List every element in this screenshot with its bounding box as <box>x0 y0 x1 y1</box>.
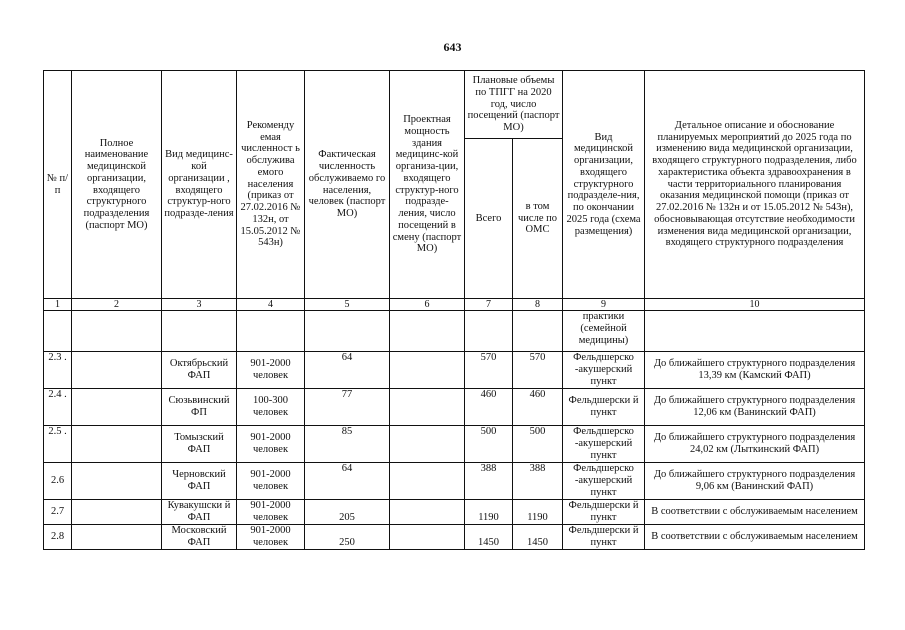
row-oms: 1190 <box>513 500 563 525</box>
row-capacity <box>390 525 465 550</box>
column-number: 2 <box>72 299 162 311</box>
row-org-type: Московский ФАП <box>162 525 237 550</box>
row-total: 460 <box>465 389 513 426</box>
row-actual: 64 <box>305 463 390 500</box>
table-row <box>44 352 865 389</box>
header-type-2025: Вид медицинской организации, входящего структурного подразделе-ния, по окончании 2025 года (схема размещения) <box>563 71 645 299</box>
cell <box>237 311 305 352</box>
row-org-type: Сюзьвинский ФП <box>162 389 237 426</box>
row-actual: 77 <box>305 389 390 426</box>
row-number: 2.4 . <box>44 389 72 426</box>
cell <box>645 311 865 352</box>
cell <box>513 311 563 352</box>
column-number: 4 <box>237 299 305 311</box>
row-name <box>72 525 162 550</box>
row-capacity <box>390 426 465 463</box>
row-name <box>72 389 162 426</box>
facility-table <box>43 70 865 550</box>
continuation-row <box>44 311 865 352</box>
row-name <box>72 352 162 389</box>
continuation-type-2025: практики (семейной медицины) <box>563 311 645 352</box>
row-type-2025: Фельдшерско -акушерский пункт <box>563 426 645 463</box>
header-actual-population: Фактическая численность обслуживаемо го населения, человек (паспорт МО) <box>305 71 390 299</box>
row-oms: 388 <box>513 463 563 500</box>
row-name <box>72 500 162 525</box>
row-capacity <box>390 389 465 426</box>
header-design-capacity: Проектная мощность здания медицинс-кой организа-ции, входящего структур-ного подразде-ления, число посещений в смену (паспорт МО) <box>390 71 465 299</box>
row-org-type: Черновский ФАП <box>162 463 237 500</box>
table-row <box>44 389 865 426</box>
column-number: 9 <box>563 299 645 311</box>
header-full-name: Полное наименование медицинской организации, входящего структурного подразделения (паспорт МО) <box>72 71 162 299</box>
row-actual: 85 <box>305 426 390 463</box>
header-planned-volumes: Плановые объемы по ТПГГ на 2020 год, число посещений (паспорт МО) <box>465 71 563 139</box>
row-number: 2.8 <box>44 525 72 550</box>
row-description: До ближайшего структурного подразделения 12,06 км (Ванинский ФАП) <box>645 389 865 426</box>
column-number: 8 <box>513 299 563 311</box>
row-description: В соответствии с обслуживаемым населением <box>645 500 865 525</box>
column-number: 5 <box>305 299 390 311</box>
column-number: 10 <box>645 299 865 311</box>
row-recommended: 901-2000 человек <box>237 500 305 525</box>
cell <box>44 311 72 352</box>
row-capacity <box>390 500 465 525</box>
header-recommended-population: Рекоменду емая численност ь обслужива емого населения (приказ от 27.02.2016 № 132н, от 15.05.2012 № 543н) <box>237 71 305 299</box>
row-oms: 500 <box>513 426 563 463</box>
row-total: 570 <box>465 352 513 389</box>
row-oms: 570 <box>513 352 563 389</box>
cell <box>390 311 465 352</box>
row-capacity <box>390 352 465 389</box>
row-type-2025: Фельдшерско -акушерский пункт <box>563 352 645 389</box>
row-name <box>72 426 162 463</box>
row-recommended: 901-2000 человек <box>237 463 305 500</box>
row-actual: 64 <box>305 352 390 389</box>
row-type-2025: Фельдшерски й пункт <box>563 389 645 426</box>
row-total: 1190 <box>465 500 513 525</box>
row-description: В соответствии с обслуживаемым населением <box>645 525 865 550</box>
header-org-type: Вид медицинс-кой организации , входящего структур-ного подразде-ления <box>162 71 237 299</box>
column-number: 3 <box>162 299 237 311</box>
row-recommended: 901-2000 человек <box>237 525 305 550</box>
row-type-2025: Фельдшерски й пункт <box>563 525 645 550</box>
row-name <box>72 463 162 500</box>
column-number: 7 <box>465 299 513 311</box>
table-row <box>44 426 865 463</box>
row-type-2025: Фельдшерски й пункт <box>563 500 645 525</box>
table-row <box>44 500 865 525</box>
row-capacity <box>390 463 465 500</box>
table-row <box>44 463 865 500</box>
row-oms: 460 <box>513 389 563 426</box>
row-number: 2.7 <box>44 500 72 525</box>
row-type-2025: Фельдшерско -акушерский пункт <box>563 463 645 500</box>
row-description: До ближайшего структурного подразделения 24,02 км (Лыткинский ФАП) <box>645 426 865 463</box>
header-total: Всего <box>465 139 513 299</box>
row-org-type: Кувакушски й ФАП <box>162 500 237 525</box>
row-total: 1450 <box>465 525 513 550</box>
row-actual: 205 <box>305 500 390 525</box>
row-recommended: 100-300 человек <box>237 389 305 426</box>
row-oms: 1450 <box>513 525 563 550</box>
row-recommended: 901-2000 человек <box>237 352 305 389</box>
row-org-type: Октябрьский ФАП <box>162 352 237 389</box>
row-total: 388 <box>465 463 513 500</box>
header-description: Детальное описание и обоснование планируемых мероприятий до 2025 года по изменению вида медицинской организации, входящего структурного подразделения, либо характеристика объекта здравоохранения в части территориального планирования оказания медицинской помощи (приказ от 27.02.2016 № 132н и от 15.05.2012 № 543н), обосновывающая отсутствие необходимости изменения вида медицинской организации, входящего структурного подразделения <box>645 71 865 299</box>
row-recommended: 901-2000 человек <box>237 426 305 463</box>
column-number: 6 <box>390 299 465 311</box>
table-row <box>44 525 865 550</box>
page-number: 643 <box>443 40 462 54</box>
row-actual: 250 <box>305 525 390 550</box>
header-oms: в том числе по ОМС <box>513 139 563 299</box>
row-number: 2.5 . <box>44 426 72 463</box>
row-description: До ближайшего структурного подразделения 13,39 км (Камский ФАП) <box>645 352 865 389</box>
row-description: До ближайшего структурного подразделения 9,06 км (Ванинский ФАП) <box>645 463 865 500</box>
row-total: 500 <box>465 426 513 463</box>
row-number: 2.3 . <box>44 352 72 389</box>
row-org-type: Томызский ФАП <box>162 426 237 463</box>
cell <box>305 311 390 352</box>
cell <box>465 311 513 352</box>
column-number: 1 <box>44 299 72 311</box>
header-number: № п/п <box>44 71 72 299</box>
cell <box>72 311 162 352</box>
row-number: 2.6 <box>44 463 72 500</box>
cell <box>162 311 237 352</box>
column-number-row <box>44 299 865 311</box>
header-row <box>44 71 865 139</box>
